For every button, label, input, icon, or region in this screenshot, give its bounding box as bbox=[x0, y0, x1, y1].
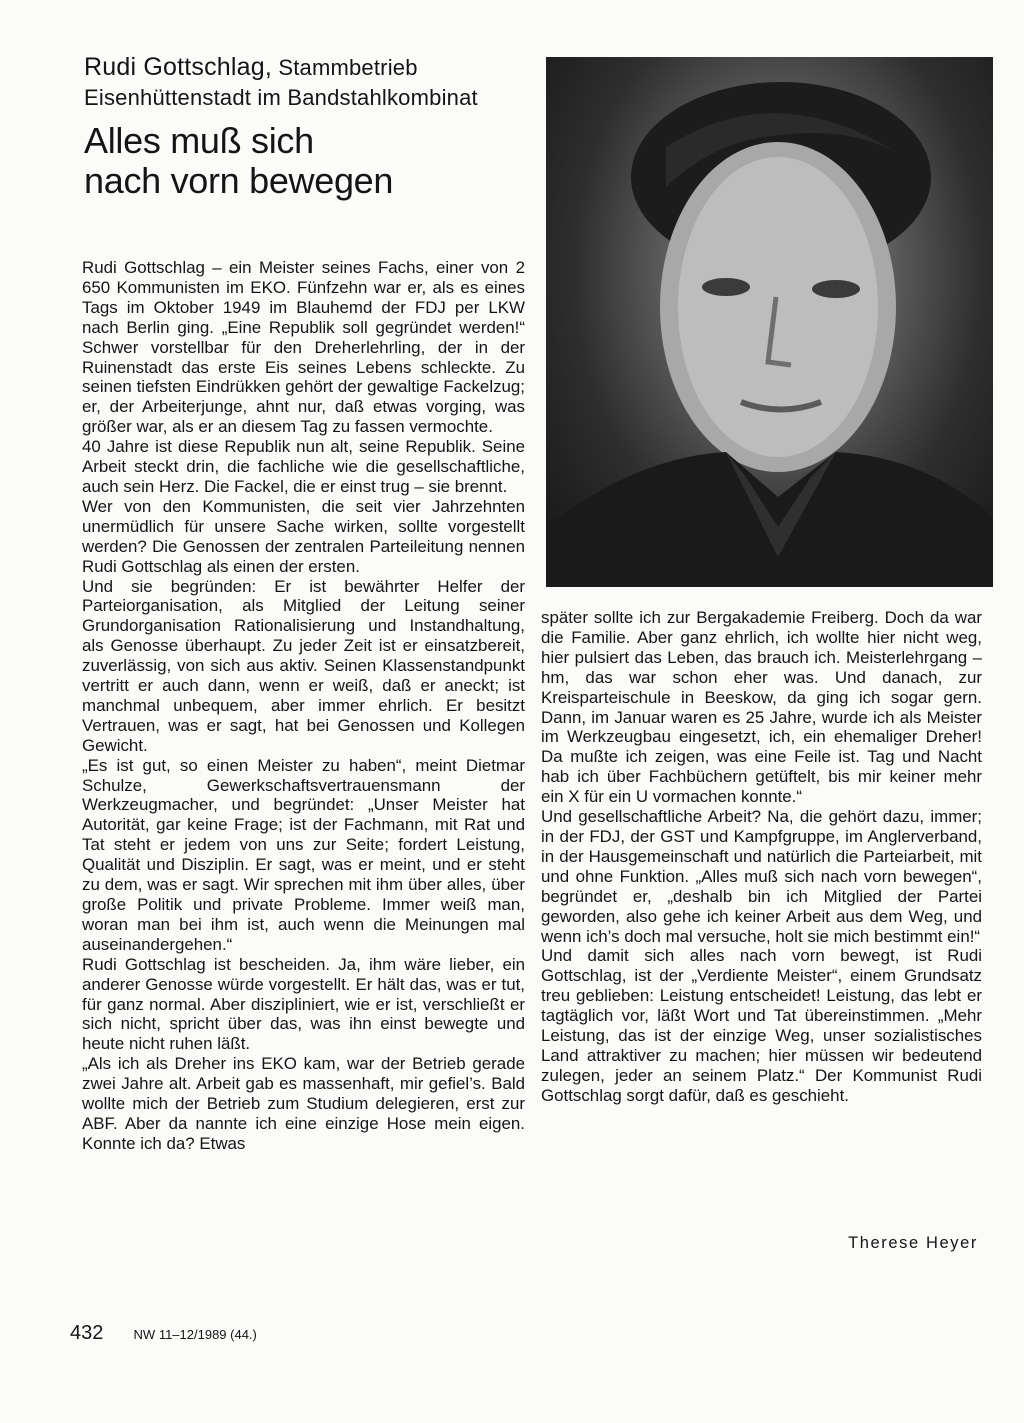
portrait-silhouette bbox=[546, 57, 993, 587]
byline-line-1 bbox=[84, 52, 534, 83]
portrait-photo-icon bbox=[546, 57, 993, 587]
headline bbox=[84, 121, 534, 201]
article-header bbox=[84, 52, 534, 201]
paragraph: Rudi Gottschlag – ein Meister seines Fachs, einer von 2 650 Kommunisten im EKO. Fünfzehn war er, als es eines Tags im Oktober 1949 im Blauhemd der FDJ per LKW nach Berlin ging. „Eine Republik soll gegründet werden!“ Schwer vorstellbar für den Dreherlehrling, der in der Ruinenstadt das erste Eis seines Lebens schleckte. Zu seinen tiefsten Eindrükken gehört der gewaltige Fackelzug; er, der Arbeiterjunge, ahnt nur, daß etwas vorging, was größer war, als er an diesem Tag zu fassen vermochte. bbox=[82, 258, 525, 437]
paragraph: Und damit sich alles nach vorn bewegt, ist Rudi Gottschlag, ist der „Verdiente Meister“, einem Grundsatz treu geblieben: Leistung entscheidet! Leistung, das lebt er tagtäglich vor, läßt Wort und Tat übereinstimmen. „Mehr Leistung, das ist der einzige Weg, unser sozialistisches Land attraktiver zu machen; hier müssen wir bedeutend zulegen, jeder an seinem Platz.“ Der Kommunist Rudi Gottschlag sorgt dafür, daß es geschieht. bbox=[541, 946, 982, 1105]
paragraph: Wer von den Kommunisten, die seit vier Jahrzehnten unermüdlich für unsere Sache wirken, sollte vorgestellt werden? Die Genossen der zentralen Parteileitung nennen Rudi Gottschlag als einen der ersten. bbox=[82, 496, 525, 576]
paragraph: später sollte ich zur Bergakademie Freiberg. Doch da war die Familie. Aber ganz ehrlich, ich wollte hier nicht weg, hier pulsiert das Leben, das brauch ich. Meisterlehrgang – hm, das war schon eher was. Und danach, zur Kreisparteischule in Beeskow, da ging ich sogar gern. Dann, im Januar waren es 25 Jahre, wurde ich als Meister im Werkzeugbau eingesetzt, ich, ein ehemaliger Dreher! Da mußte ich zeigen, was eine Feile ist. Tag und Nacht hab ich über Fachbüchern getüftelt, bis mir keiner mehr ein X für ein U vormachen konnte.“ bbox=[541, 608, 982, 807]
paragraph: „Als ich als Dreher ins EKO kam, war der Betrieb gerade zwei Jahre alt. Arbeit gab es massenhaft, mir gefiel’s. Bald wollte mich der Betrieb zum Studium delegieren, erst zur ABF. Aber da nannte ich eine einzige Hose mein eigen. Konnte ich da? Etwas bbox=[82, 1054, 525, 1153]
person-name: Rudi Gottschlag, bbox=[84, 53, 273, 81]
page-footer bbox=[70, 1322, 257, 1345]
paragraph: Und sie begründen: Er ist bewährter Helfer der Parteiorganisation, als Mitglied der Leitung seiner Grundorganisation Rationalisierung und Instandhaltung, als Genosse überhaupt. Zu jeder Zeit ist er einsatzbereit, zuverlässig, von sich aus aktiv. Seinen Klassenstandpunkt vertritt er auch dann, wenn er weiß, daß er aneckt; ist manchmal unbequem, aber immer ehrlich. Er besitzt Vertrauen, was er sagt, hat bei Genossen und Kollegen Gewicht. bbox=[82, 576, 525, 755]
page-number: 432 bbox=[70, 1322, 104, 1344]
paragraph: „Es ist gut, so einen Meister zu haben“, meint Dietmar Schulze, Gewerkschaftsvertrauensmann der Werkzeugmacher, und begründet: „Unser Meister hat Autorität, gar keine Frage; ist der Fachmann, mit Rat und Tat steht er jedem von uns zur Seite; fordert Leistung, Qualität und Disziplin. Er sagt, was er meint, und er steht zu dem, was er sagt. Wir sprechen mit ihm über alles, über große Politik und private Probleme. Immer weiß man, woran man bei ihm ist, auch wenn die Meinungen mal auseinandergehen.“ bbox=[82, 755, 525, 954]
paragraph: Und gesellschaftliche Arbeit? Na, die gehört dazu, immer; in der FDJ, der GST und Kampfgruppe, im Anglerverband, in der Hausgemeinschaft und natürlich die Parteiarbeit, mit und ohne Funktion. „Alles muß sich nach vorn bewegen“, begründet er, „deshalb bin ich Mitglied der Partei geworden, also gehe ich keiner Arbeit aus dem Weg, und wenn ich’s doch mal versuche, holt sie mich bestimmt ein!“ bbox=[541, 807, 982, 946]
affiliation-2: Eisenhüttenstadt im Bandstahlkombinat bbox=[84, 85, 478, 110]
article-column-right bbox=[541, 608, 982, 1106]
headline-line-2: nach vorn bewegen bbox=[84, 160, 394, 201]
headline-line-1: Alles muß sich bbox=[84, 120, 314, 161]
article-column-left bbox=[82, 258, 525, 1154]
issue-label: NW 11–12/1989 (44.) bbox=[133, 1327, 257, 1342]
affiliation-1: Stammbetrieb bbox=[278, 55, 418, 80]
paragraph: 40 Jahre ist diese Republik nun alt, seine Republik. Seine Arbeit steckt drin, die fachliche wie die gesellschaftliche, auch sein Herz. Die Fackel, die er einst trug – sie brennt. bbox=[82, 437, 525, 496]
paragraph: Rudi Gottschlag ist bescheiden. Ja, ihm wäre lieber, ein anderer Genosse würde vorgestellt. Er hält das, was er tut, für ganz normal. Aber diszipliniert, wie er ist, verschließt er sich nicht, spricht über das, was ihn einst bewegte und heute nicht ruhen läßt. bbox=[82, 954, 525, 1054]
author-signature: Therese Heyer bbox=[848, 1234, 978, 1252]
